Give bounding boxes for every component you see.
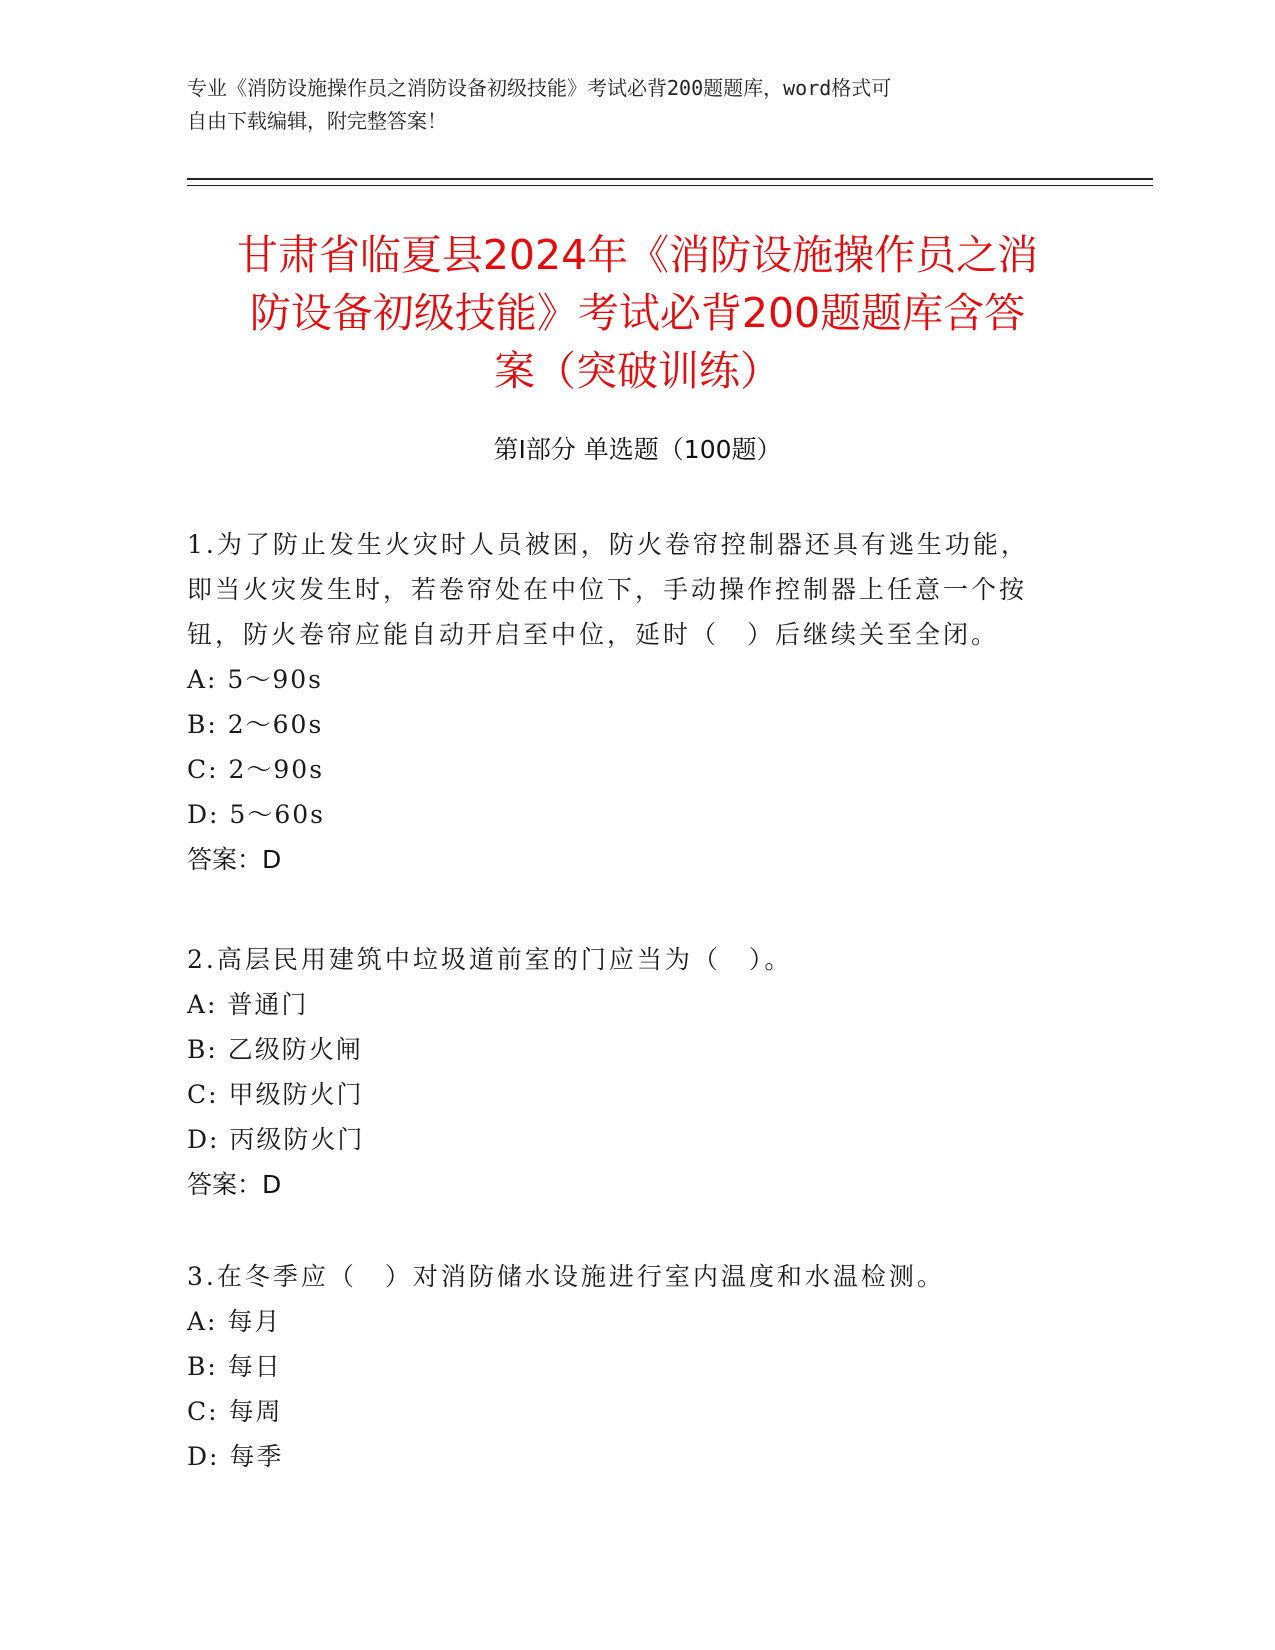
question-stem-line: 2.高层民用建筑中垃圾道前室的门应当为（ ）。 — [187, 945, 793, 974]
header-note — [187, 72, 1067, 138]
option-c: C: 2～90s — [187, 755, 325, 784]
answer-line: 答案：D — [187, 845, 282, 874]
question-stem-line: 即当火灾发生时，若卷帘处在中位下，手动操作控制器上任意一个按 — [187, 575, 1028, 604]
option-d: D: 5～60s — [187, 800, 325, 829]
option-c: C: 每周 — [187, 1397, 283, 1426]
option-b: B: 2～60s — [187, 710, 324, 739]
option-d: D: 每季 — [187, 1442, 284, 1471]
header-note-line-2: 自由下载编辑，附完整答案！ — [187, 109, 447, 133]
question-stem-line: 3.在冬季应（ ）对消防储水设施进行室内温度和水温检测。 — [187, 1262, 945, 1291]
option-c: C: 甲级防火门 — [187, 1080, 364, 1109]
option-a: A: 每月 — [187, 1307, 282, 1336]
option-a: A: 5～90s — [187, 665, 323, 694]
answer-line: 答案：D — [187, 1170, 282, 1199]
question-stem-line: 1.为了防止发生火灾时人员被困，防火卷帘控制器还具有逃生功能， — [187, 530, 1029, 559]
option-b: B: 乙级防火闸 — [187, 1035, 363, 1064]
header-note-line-1: 专业《消防设施操作员之消防设备初级技能》考试必背200题题库，word格式可 — [187, 76, 892, 100]
option-d: D: 丙级防火门 — [187, 1125, 365, 1154]
document-title — [150, 226, 1125, 400]
option-a: A: 普通门 — [187, 990, 309, 1019]
option-b: B: 每日 — [187, 1352, 282, 1381]
document-title-line-1: 甘肃省临夏县2024年《消防设施操作员之消 — [236, 231, 1039, 279]
header-divider-thick — [187, 178, 1153, 180]
question-3 — [187, 1254, 1087, 1479]
section-heading: 第Ⅰ部分 单选题（100题） — [493, 435, 782, 464]
document-title-line-3: 案（突破训练） — [494, 347, 781, 395]
document-title-line-2: 防设备初级技能》考试必背200题题库含答 — [249, 289, 1026, 337]
question-1 — [187, 522, 1087, 882]
header-divider-thin — [187, 185, 1153, 186]
question-stem-line: 钮，防火卷帘应能自动开启至中位，延时（ ）后继续关至全闭。 — [187, 620, 1000, 649]
question-2 — [187, 937, 1087, 1207]
